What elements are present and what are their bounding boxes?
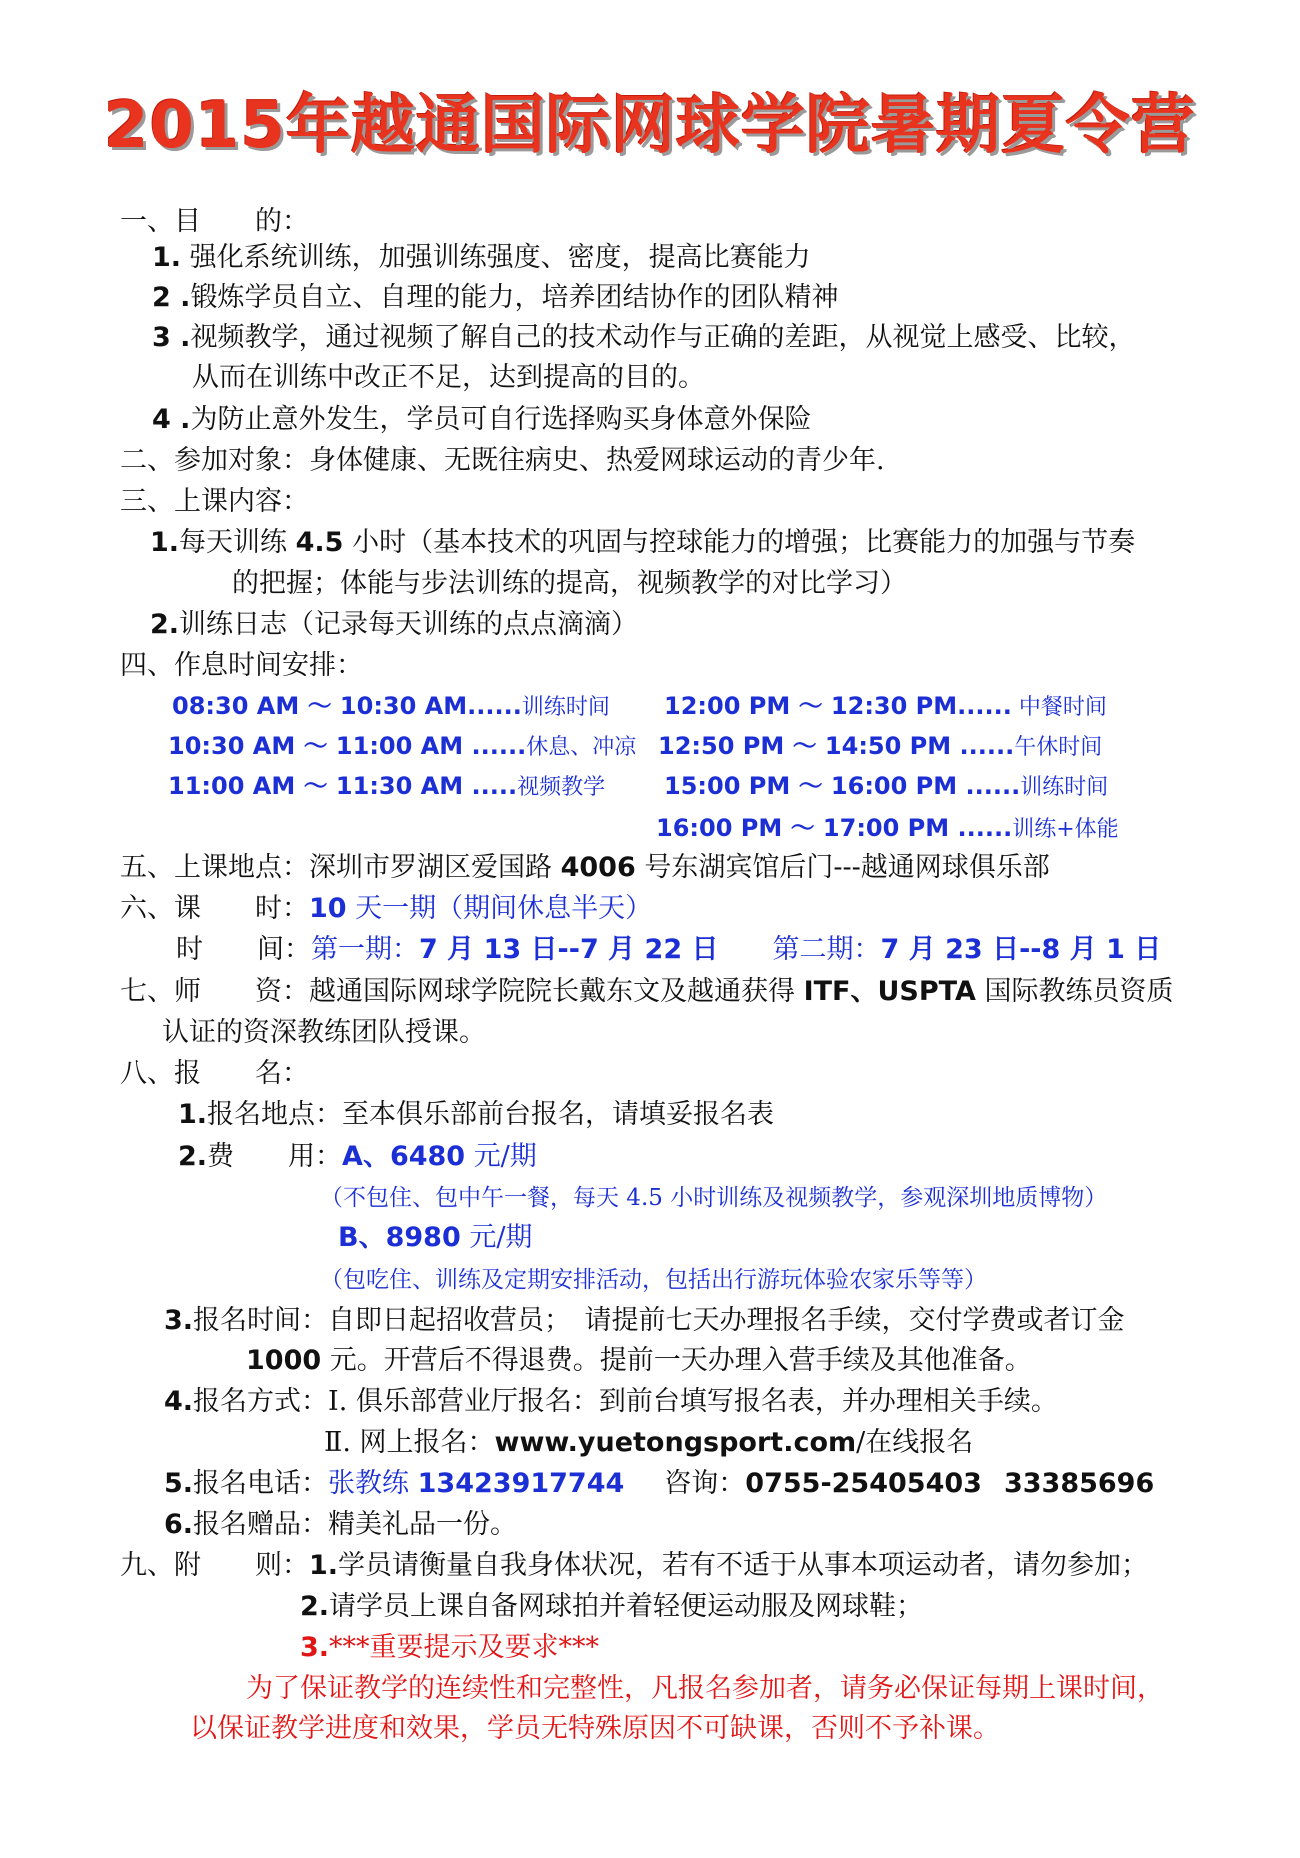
item-text: 为防止意外发生，学员可自行选择购买身体意外保险 [190, 404, 812, 435]
item-number: 4. [164, 1386, 194, 1417]
item-text: 锻炼学员自立、自理的能力，培养团结协作的团队精神 [190, 282, 839, 313]
item-number: 3. [164, 1305, 194, 1336]
schedule-right-3 [664, 768, 1108, 806]
item-number: 6. [164, 1509, 194, 1540]
purpose-item-3-continuation: 从而在训练中改正不足，达到提高的目的。 [192, 362, 705, 393]
inquiry-phone-2: 33385696 [1003, 1468, 1155, 1499]
coach-phone: 13423917744 [417, 1468, 625, 1499]
section-6-heading: 六、课 时： [120, 893, 309, 924]
item-text-rest: 小时（基本技术的巩固与控球能力的增强；比赛能力的加强与节奏 [352, 527, 1136, 558]
section-7-continuation: 认证的资深教练团队授课。 [162, 1017, 486, 1048]
course-item-1 [150, 525, 1135, 561]
item-number: 3 . [152, 322, 191, 353]
item-text: 报名时间：自即日起招收营员； 请提前七天办理报名手续，交付学费或者订金 [193, 1305, 1125, 1336]
course-length-text: 天一期（期间休息半天） [355, 893, 653, 924]
schedule-left-1 [172, 688, 610, 726]
schedule-right-2 [658, 728, 1102, 766]
course-item-1-continuation: 的把握；体能与步法训练的提高，视频教学的对比学习） [232, 568, 907, 599]
item-number: 2. [178, 1141, 208, 1172]
schedule-right-4 [656, 810, 1119, 848]
schedule-label: 训练+体能 [1012, 817, 1119, 842]
signup-item-1 [178, 1097, 774, 1133]
phone-label: 报名电话： [193, 1468, 329, 1499]
signup-item-3 [164, 1303, 1125, 1339]
schedule-label: 视频教学 [517, 775, 606, 800]
item-number: 1. [178, 1099, 208, 1130]
method-1: I. 俱乐部营业厅报名：到前台填写报名表，并办理相关手续。 [328, 1386, 1058, 1417]
schedule-time: 12:50 PM ～ 14:50 PM ...... [658, 732, 1015, 760]
section-6-dates [176, 932, 1161, 968]
fee-label: 费 用： [207, 1141, 343, 1172]
deposit-amount: 1000 [246, 1345, 322, 1376]
section-1-heading: 一、目 的： [120, 206, 309, 237]
address-post: 号东湖宾馆后门---越通网球俱乐部 [644, 852, 1050, 883]
period-2-label: 第二期： [772, 934, 881, 965]
item-text: 视频教学，通过视频了解自己的技术动作与正确的差距，从视觉上感受、比较， [190, 322, 1136, 353]
item-text: 报名地点：至本俱乐部前台报名，请填妥报名表 [207, 1099, 775, 1130]
schedule-time: 10:30 AM ～ 11:00 AM ...... [168, 732, 527, 760]
schedule-time: 11:00 AM ～ 11:30 AM ..... [168, 772, 518, 800]
coach-text-post: 国际教练员资质 [984, 976, 1174, 1007]
item-number: 2. [150, 609, 180, 640]
rule-text: 请学员上课自备网球拍并着轻便运动服及网球鞋； [329, 1591, 924, 1622]
period-1-dates: 7 月 13 日--7 月 22 日 [419, 934, 719, 965]
fee-b-note: （包吃住、训练及定期安排活动，包括出行游玩体验农家乐等等） [320, 1267, 987, 1293]
section-9-heading: 九、附 则： [120, 1550, 309, 1581]
schedule-time: 12:00 PM ～ 12:30 PM...... [664, 692, 1012, 720]
purpose-item-3 [152, 320, 1135, 356]
item-text: 训练日志（记录每天训练的点点滴滴） [179, 609, 639, 640]
schedule-left-3 [168, 768, 605, 806]
schedule-label: 训练时间 [1020, 775, 1109, 800]
section-2-heading: 二、参加对象： [120, 445, 309, 476]
dates-label: 时 间： [176, 934, 311, 965]
signup-method-2 [324, 1425, 973, 1461]
schedule-label: 午休时间 [1014, 735, 1103, 760]
course-length-number: 10 [309, 893, 347, 924]
item-number: 2 . [152, 282, 191, 313]
section-3-heading: 三、上课内容： [120, 486, 309, 517]
fee-b-code: B、8980 [338, 1222, 461, 1253]
rule-1-text: 学员请衡量自我身体状况，若有不适于从事本项运动者，请勿参加； [338, 1550, 1149, 1581]
schedule-time: 15:00 PM ～ 16:00 PM ...... [664, 772, 1021, 800]
rule-number: 2. [300, 1591, 330, 1622]
section-6 [120, 891, 652, 927]
schedule-right-1 [664, 688, 1107, 726]
address-number: 4006 [560, 852, 636, 883]
address-pre: 深圳市罗湖区爱国路 [309, 852, 552, 883]
fee-a-unit: 元/期 [473, 1141, 537, 1172]
period-1-label: 第一期： [311, 934, 419, 965]
website-link[interactable]: www.yuetongsport.com [494, 1427, 857, 1458]
inquiry-label: 咨询： [664, 1468, 746, 1499]
fee-b-unit: 元/期 [469, 1222, 533, 1253]
schedule-label: 休息、冲凉 [526, 735, 637, 760]
period-2-dates: 7 月 23 日--8 月 1 日 [880, 934, 1162, 965]
item-text: 强化系统训练，加强训练强度、密度，提高比赛能力 [189, 242, 811, 273]
rule-1-number: 1. [309, 1550, 339, 1581]
certifications: ITF、USPTA [803, 976, 976, 1007]
purpose-item-2 [152, 280, 838, 316]
page-title: 2015年越通国际网球学院暑期夏令营 [103, 89, 1197, 163]
section-9 [120, 1548, 1148, 1584]
purpose-item-1 [152, 240, 811, 276]
inquiry-phone-1: 0755-25405403 [745, 1468, 982, 1499]
item-number: 5. [164, 1468, 194, 1499]
signup-item-2 [178, 1139, 537, 1175]
schedule-time: 08:30 AM ～ 10:30 AM...... [172, 692, 522, 720]
coach-name: 张教练 [328, 1468, 410, 1499]
item-number: 1. [152, 242, 182, 273]
important-notice-line-2: 以保证教学进度和效果，学员无特殊原因不可缺课，否则不予补课。 [190, 1713, 1000, 1744]
section-5-heading: 五、上课地点： [120, 852, 309, 883]
coach-text-pre: 越通国际网球学院院长戴东文及越通获得 [309, 976, 795, 1007]
fee-a-code: A、6480 [342, 1141, 466, 1172]
section-7 [120, 974, 1173, 1010]
rule-text: ***重要提示及要求*** [329, 1632, 600, 1663]
method-2-suffix: /在线报名 [856, 1427, 974, 1458]
schedule-time: 16:00 PM ～ 17:00 PM ...... [656, 814, 1013, 842]
fee-a-note: （不包住、包中午一餐，每天 4.5 小时训练及视频教学，参观深圳地质博物） [320, 1185, 1108, 1211]
section-7-heading: 七、师 资： [120, 976, 309, 1007]
signup-item-6 [164, 1507, 517, 1543]
schedule-label: 训练时间 [521, 695, 610, 720]
rule-2 [300, 1589, 923, 1625]
schedule-label: 中餐时间 [1011, 695, 1107, 720]
section-2 [120, 443, 885, 479]
item-text: 每天训练 [179, 527, 288, 558]
item-text: 报名赠品：精美礼品一份。 [193, 1509, 518, 1540]
important-notice-line-1: 为了保证教学的连续性和完整性，凡报名参加者，请务必保证每期上课时间， [246, 1673, 1164, 1704]
item-number: 1. [150, 527, 180, 558]
section-2-text: 身体健康、无既往病史、热爱网球运动的青少年. [309, 445, 885, 476]
signup-item-4 [164, 1384, 1058, 1420]
deposit-text: 元。开营后不得退费。提前一天办理入营手续及其他准备。 [329, 1345, 1032, 1376]
item-number: 4 . [152, 404, 191, 435]
course-item-2 [150, 607, 638, 643]
section-4-heading: 四、作息时间安排： [120, 650, 363, 681]
section-5 [120, 850, 1050, 886]
schedule-left-2 [168, 728, 636, 766]
fee-b [338, 1220, 532, 1256]
rule-3 [300, 1630, 599, 1666]
signup-item-5 [164, 1466, 1154, 1502]
item-text: 报名方式： [193, 1386, 329, 1417]
signup-item-3-continuation [246, 1343, 1032, 1379]
purpose-item-4 [152, 402, 811, 438]
section-8-heading: 八、报 名： [120, 1058, 309, 1089]
method-2-label: Ⅱ. 网上报名： [324, 1427, 495, 1458]
training-hours: 4.5 [295, 527, 344, 558]
rule-number: 3. [300, 1632, 330, 1663]
